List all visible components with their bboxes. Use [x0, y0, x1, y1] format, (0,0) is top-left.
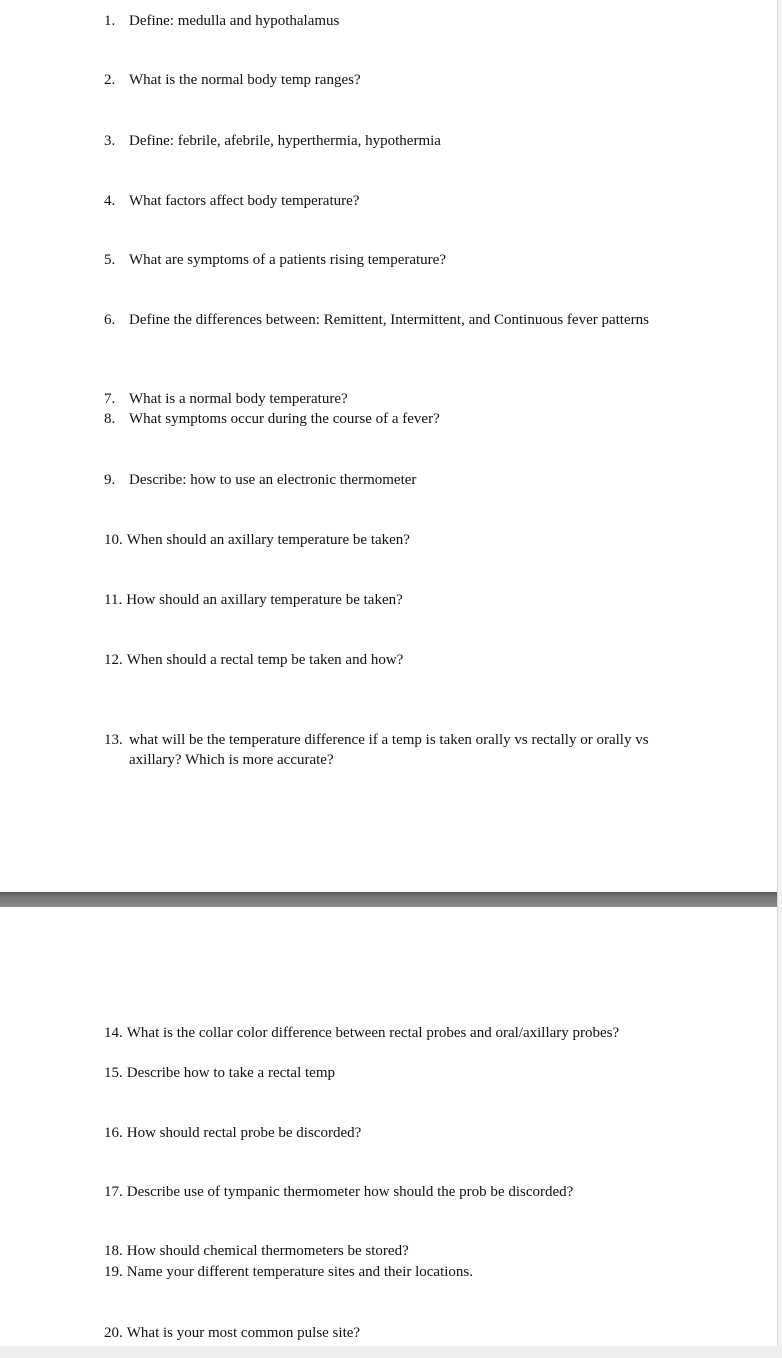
- question-number: 2.: [104, 72, 116, 88]
- question-item: [104, 730, 674, 770]
- question-text: what will be the temperature difference if a temp is taken orally vs rectally or orally vs axillary? Which is more accurate?: [129, 732, 649, 768]
- question-number: 6.: [104, 312, 116, 328]
- question-number: 7.: [104, 391, 116, 407]
- question-item: [104, 1262, 674, 1282]
- question-text: Name your different temperature sites and their locations.: [126, 1264, 474, 1280]
- question-item: [104, 70, 674, 90]
- question-item: [104, 389, 674, 409]
- question-number: 19.: [104, 1264, 123, 1280]
- viewer-bottom-edge: [0, 1346, 782, 1358]
- question-item: [104, 1063, 674, 1083]
- question-item: [104, 191, 674, 211]
- question-item: [104, 590, 674, 610]
- question-item: [104, 250, 674, 270]
- question-text: What symptoms occur during the course of a fever?: [129, 411, 440, 427]
- question-item: [104, 310, 674, 330]
- question-number: 10.: [104, 532, 123, 548]
- question-number: 13.: [104, 732, 123, 748]
- question-text: When should a rectal temp be taken and how?: [126, 652, 404, 668]
- question-text: Define: medulla and hypothalamus: [129, 13, 340, 29]
- question-text: How should chemical thermometers be stored?: [126, 1243, 409, 1259]
- question-item: [104, 1123, 674, 1143]
- question-number: 12.: [104, 652, 123, 668]
- question-number: 9.: [104, 472, 116, 488]
- question-number: 4.: [104, 193, 116, 209]
- question-item: [104, 530, 674, 550]
- question-number: 20.: [104, 1325, 123, 1341]
- question-text: What is your most common pulse site?: [126, 1325, 361, 1341]
- question-item: [104, 1323, 674, 1343]
- viewer-right-edge: [777, 0, 782, 1346]
- question-number: 16.: [104, 1125, 123, 1141]
- question-text: Describe how to take a rectal temp: [126, 1065, 335, 1081]
- question-number: 14.: [104, 1025, 123, 1041]
- question-number: 8.: [104, 411, 116, 427]
- question-text: Define the differences between: Remittent, Intermittent, and Continuous fever patterns: [129, 312, 649, 328]
- question-text: What is the collar color difference between rectal probes and oral/axillary probes?: [126, 1025, 620, 1041]
- question-number: 15.: [104, 1065, 123, 1081]
- question-text: Describe use of tympanic thermometer how should the prob be discorded?: [126, 1184, 574, 1200]
- question-text: What is the normal body temp ranges?: [129, 72, 361, 88]
- question-item: [104, 1182, 674, 1202]
- question-text: What are symptoms of a patients rising temperature?: [129, 252, 446, 268]
- question-item: [104, 470, 674, 490]
- document-page-2: [0, 907, 777, 1346]
- question-item: [104, 1023, 674, 1043]
- question-item: [104, 409, 674, 429]
- question-text: What is a normal body temperature?: [129, 391, 348, 407]
- page-separator: [0, 892, 777, 907]
- question-item: [104, 1241, 674, 1261]
- question-text: Describe: how to use an electronic thermometer: [129, 472, 417, 488]
- question-number: 11.: [104, 592, 123, 608]
- question-number: 18.: [104, 1243, 123, 1259]
- question-text: Define: febrile, afebrile, hyperthermia, hypothermia: [129, 133, 441, 149]
- question-number: 3.: [104, 133, 116, 149]
- question-text: How should rectal probe be discorded?: [126, 1125, 362, 1141]
- question-text: How should an axillary temperature be taken?: [126, 592, 403, 608]
- question-text: What factors affect body temperature?: [129, 193, 360, 209]
- question-item: [104, 11, 674, 31]
- question-number: 17.: [104, 1184, 123, 1200]
- question-text: When should an axillary temperature be taken?: [126, 532, 410, 548]
- question-item: [104, 650, 674, 670]
- question-number: 1.: [104, 13, 116, 29]
- question-item: [104, 131, 674, 151]
- question-number: 5.: [104, 252, 116, 268]
